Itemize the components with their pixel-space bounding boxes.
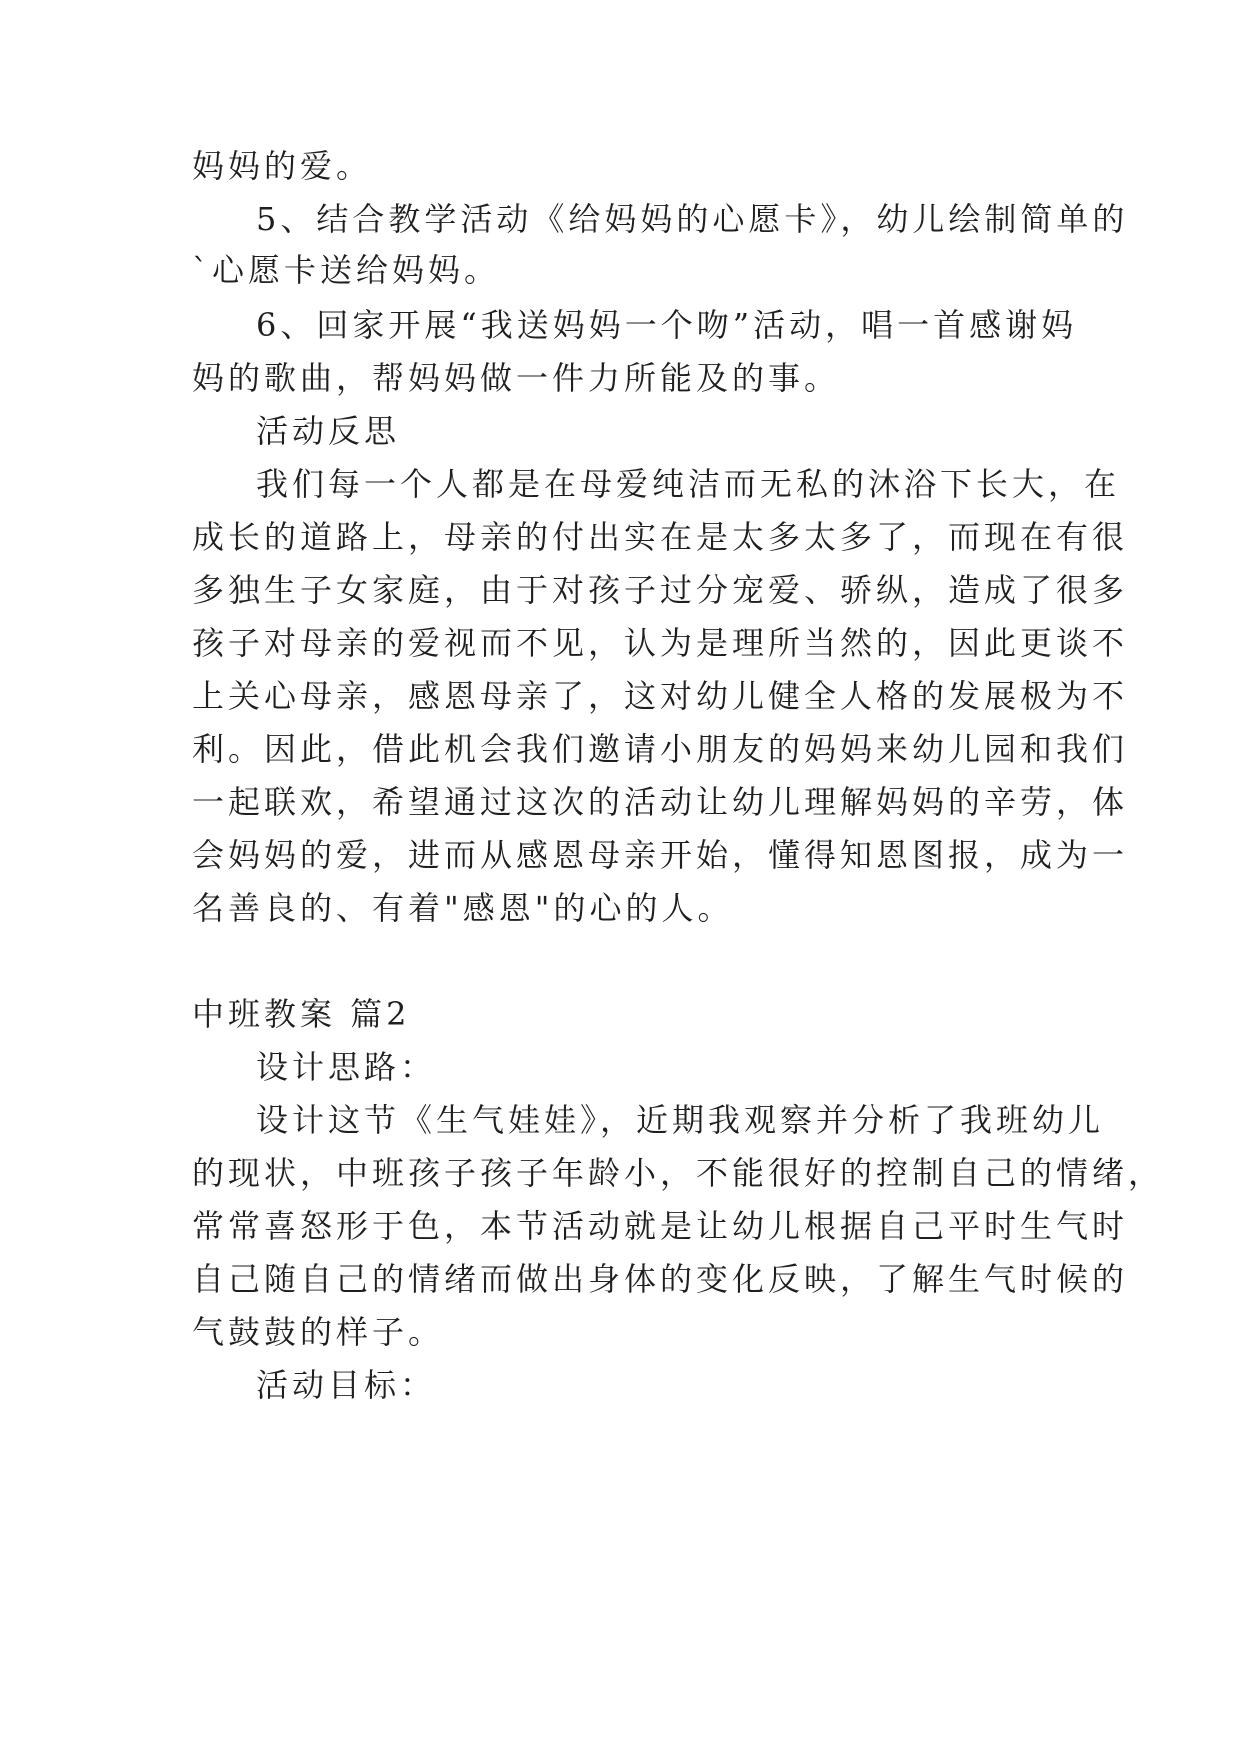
text-line: 自己随自己的情绪而做出身体的变化反映，了解生气时候的 <box>192 1260 1129 1298</box>
text-line: 多独生子女家庭，由于对孩子过分宠爱、骄纵，造成了很多 <box>192 571 1129 609</box>
text-line: 利。因此，借此机会我们邀请小朋友的妈妈来幼儿园和我们 <box>192 730 1129 768</box>
text-line: 设计这节《生气娃娃》，近期我观察并分析了我班幼儿 <box>256 1101 1105 1139</box>
text-line: 5、结合教学活动《给妈妈的心愿卡》，幼儿绘制简单的 <box>256 200 1129 238</box>
text-line: 常常喜怒形于色，本节活动就是让幼儿根据自己平时生气时 <box>192 1207 1129 1245</box>
section-heading: 活动目标： <box>256 1366 437 1404</box>
text-line: 名善良的、有着"感恩"的心的人。 <box>192 889 734 927</box>
section-heading: 活动反思 <box>256 412 401 450</box>
text-line: 6、回家开展“我送妈妈一个吻”活动，唱一首感谢妈 <box>256 306 1078 344</box>
text-line: `心愿卡送给妈妈。 <box>192 251 501 289</box>
text-line: 会妈妈的爱，进而从感恩母亲开始，懂得知恩图报，成为一 <box>192 836 1129 874</box>
text-line: 孩子对母亲的爱视而不见，认为是理所当然的，因此更谈不 <box>192 624 1129 662</box>
text-line: 气鼓鼓的样子。 <box>192 1313 445 1351</box>
section-heading: 设计思路： <box>256 1048 437 1086</box>
text-line: 妈的歌曲，帮妈妈做一件力所能及的事。 <box>192 359 841 397</box>
text-line: 的现状，中班孩子孩子年龄小，不能很好的控制自己的情绪， <box>192 1154 1165 1192</box>
text-line: 上关心母亲，感恩母亲了，这对幼儿健全人格的发展极为不 <box>192 677 1129 715</box>
text-line: 我们每一个人都是在母爱纯洁而无私的沐浴下长大，在 <box>256 465 1121 503</box>
article-title: 中班教案 篇2 <box>192 995 411 1033</box>
text-line: 妈妈的爱。 <box>192 147 373 185</box>
text-line: 一起联欢，希望通过这次的活动让幼儿理解妈妈的辛劳，体 <box>192 783 1129 821</box>
text-line: 成长的道路上，母亲的付出实在是太多太多了，而现在有很 <box>192 518 1129 556</box>
